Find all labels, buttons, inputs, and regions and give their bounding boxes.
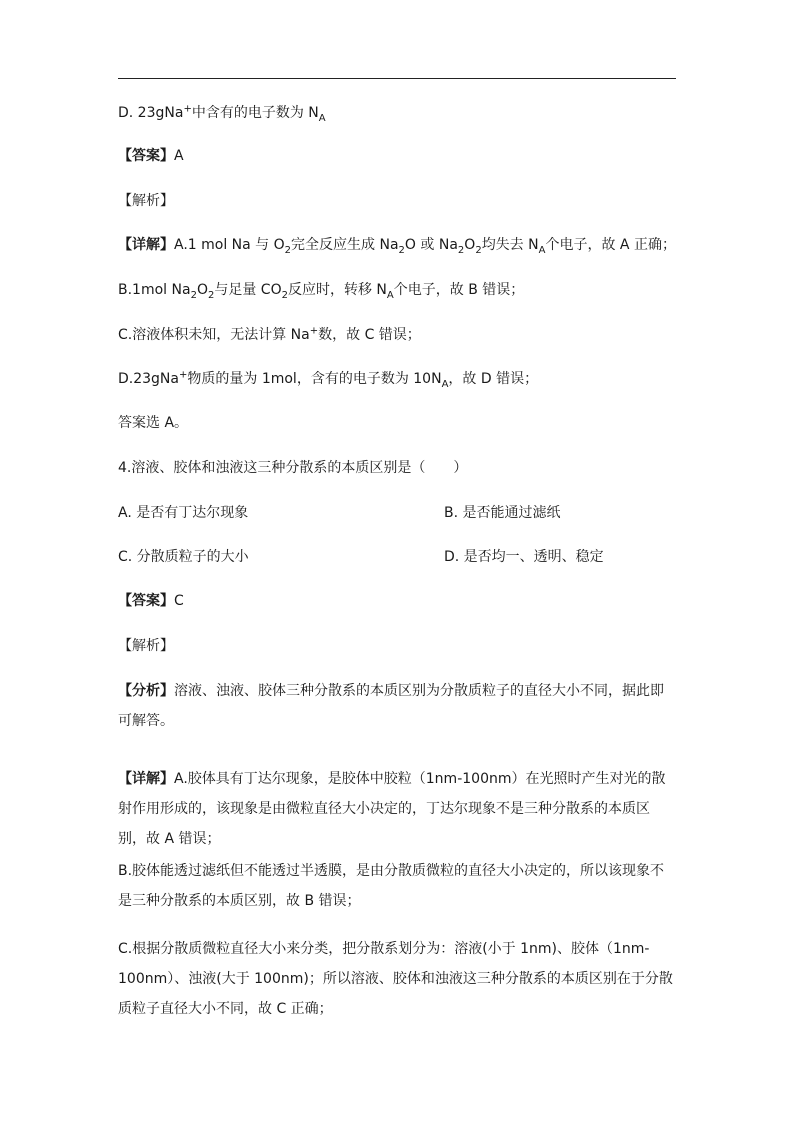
text: 中含有的电子数为 N	[191, 105, 319, 121]
text: 反应时，转移 N	[287, 282, 387, 298]
q3-detail-c	[118, 326, 421, 344]
answer-label: 【答案】	[118, 148, 174, 164]
q4-answer	[118, 592, 184, 610]
q3-detail-a	[118, 236, 676, 254]
q4-detail-b: B.胶体能透过滤纸但不能透过半透膜，是由分散质微粒的直径大小决定的，所以该现象不是三种分散系的本质区别，故 B 错误；	[118, 863, 665, 909]
q4-detail-a	[118, 764, 676, 854]
q4-analysis-label: 【解析】	[118, 638, 174, 654]
sub: 2	[475, 244, 482, 256]
sub: A	[538, 244, 546, 256]
sub: 2	[281, 289, 288, 301]
answer-label: 【答案】	[118, 593, 174, 609]
text: D.23gNa	[118, 371, 179, 387]
analysis-label: 【分析】	[118, 683, 174, 699]
text: 物质的量为 1mol，含有的电子数为 10N	[187, 371, 442, 387]
q4-detail-c: C.根据分散质微粒直径大小来分类，把分散系划分为：溶液(小于 1nm)、胶体（1nm-100nm）、浊液(大于 100nm)；所以溶液、胶体和浊液这三种分散系的本质区别在于分散质粒子直径大小不同，故 C 正确；	[118, 941, 673, 1017]
text: 数，故 C 错误；	[318, 327, 421, 343]
sup: +	[309, 325, 319, 337]
text: 完全反应生成 Na	[291, 237, 399, 253]
sub: 2	[207, 289, 215, 301]
q3-detail-d	[118, 370, 538, 388]
answer-value: A	[174, 148, 184, 164]
text: C.溶液体积未知，无法计算 Na	[118, 327, 310, 343]
sub: 2	[398, 244, 405, 256]
q4-analysis	[118, 676, 676, 736]
sup: +	[178, 369, 188, 381]
q3-conclusion: 答案选 A。	[118, 415, 189, 431]
sup: +	[183, 103, 192, 115]
detail-text: A.胶体具有丁达尔现象，是胶体中胶粒（1nm-100nm）在光照时产生对光的散射作用形成的，该现象是由微粒直径大小决定的，丁达尔现象不是三种分散系的本质区别，故 A 错误；	[118, 771, 666, 847]
text: 个电子，故 B 错误；	[393, 282, 525, 298]
q4-option-a: A. 是否有丁达尔现象	[118, 505, 249, 521]
q3-detail-b	[118, 281, 524, 299]
sub: 2	[190, 289, 197, 301]
q3-analysis-label: 【解析】	[118, 193, 174, 209]
analysis-text: 溶液、浊液、胶体三种分散系的本质区别为分散质粒子的直径大小不同，据此即可解答。	[118, 683, 664, 729]
sub: A	[386, 289, 394, 301]
text: ，故 D 错误；	[448, 371, 539, 387]
q4-option-c: C. 分散质粒子的大小	[118, 549, 249, 565]
answer-value: C	[174, 593, 184, 609]
q4-option-d: D. 是否均一、透明、稳定	[444, 549, 604, 565]
q3-answer	[118, 147, 184, 165]
q4-stem: 4.溶液、胶体和浊液这三种分散系的本质区别是（ ）	[118, 460, 468, 476]
text: A.1 mol Na 与 O	[174, 237, 285, 253]
text: 与足量 CO	[214, 282, 282, 298]
text: O	[196, 282, 208, 298]
text: 均失去 N	[481, 237, 539, 253]
detail-label: 【详解】	[118, 771, 174, 787]
sub: 2	[457, 244, 465, 256]
header-rule	[118, 78, 676, 79]
sub: A	[318, 112, 326, 124]
q3-option-d	[118, 104, 326, 122]
text: B.1mol Na	[118, 282, 191, 298]
detail-label: 【详解】	[118, 237, 174, 253]
text: O 或 Na	[404, 237, 458, 253]
text: 个电子，故 A 正确；	[545, 237, 676, 253]
sub: A	[441, 378, 449, 390]
q4-option-b: B. 是否能通过滤纸	[444, 505, 561, 521]
text: O	[464, 237, 476, 253]
text: D. 23gNa	[118, 105, 184, 121]
sub: 2	[284, 244, 292, 256]
